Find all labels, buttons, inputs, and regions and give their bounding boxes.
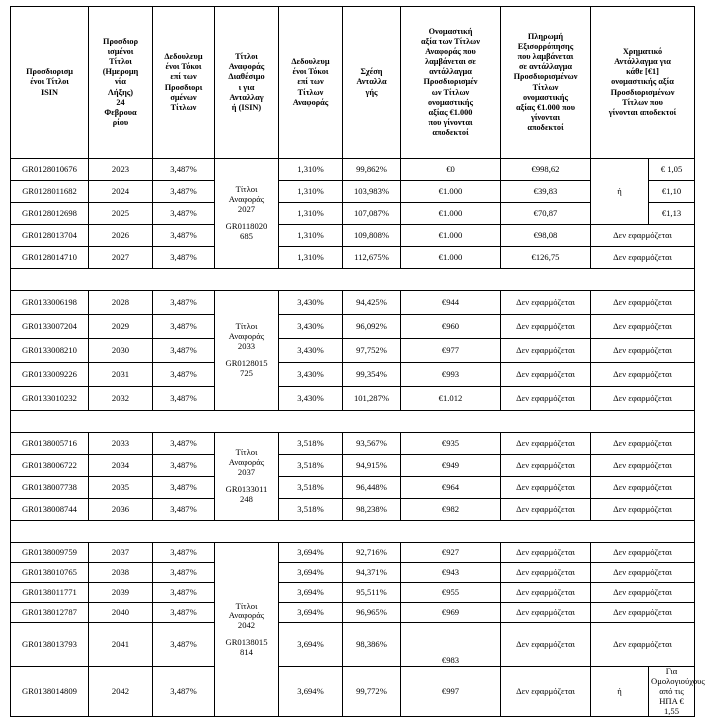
header-text-line: Προσδιορισμ — [26, 67, 73, 77]
table-row — [11, 433, 695, 455]
group-separator-cell — [11, 411, 695, 433]
header-text-line: Δεδουλευμ — [164, 52, 203, 62]
reference-security-line: 814 — [240, 647, 253, 657]
balancing-payment-cell: Δεν εφαρμόζεται — [501, 291, 591, 315]
balancing-payment-cell: Δεν εφαρμόζεται — [501, 543, 591, 563]
header-text-line: ονομαστικής αξία — [611, 77, 674, 87]
reference-security-line: GR0128015 — [225, 357, 268, 368]
reference-security-line: Τίτλοι — [235, 447, 258, 458]
accrued-interest-cell: 3,487% — [153, 455, 215, 477]
exchange-ratio-cell: 95,511% — [343, 583, 401, 603]
table-row — [11, 225, 695, 247]
exchange-ratio-cell: 103,983% — [343, 181, 401, 203]
balancing-payment-cell: Δεν εφαρμόζεται — [501, 563, 591, 583]
cash-consideration-cell: Δεν εφαρμόζεται — [591, 247, 695, 269]
exchange-ratio-cell: 112,675% — [343, 247, 401, 269]
isin-cell: GR0128013704 — [11, 225, 89, 247]
accrued-interest-cell: 3,487% — [153, 499, 215, 521]
cash-consideration-cell: € 1,05 — [649, 159, 695, 181]
cash-consideration-cell: Δεν εφαρμόζεται — [591, 225, 695, 247]
isin-cell: GR0138011771 — [11, 583, 89, 603]
header-text-line: αποδεκτοί — [432, 127, 469, 137]
or-label: ή — [591, 667, 649, 717]
maturity-year-cell: 2028 — [89, 291, 153, 315]
maturity-year-cell: 2036 — [89, 499, 153, 521]
table-row — [11, 363, 695, 387]
group-separator-row — [11, 411, 695, 433]
isin-cell: GR0138006722 — [11, 455, 89, 477]
reference-security-cell — [215, 291, 279, 411]
isin-cell: GR0133007204 — [11, 315, 89, 339]
table-row — [11, 563, 695, 583]
header-exchange-ratio — [343, 7, 401, 159]
header-text-line: Φεβρουα — [104, 107, 137, 117]
reference-accrued-interest-cell: 1,310% — [279, 159, 343, 181]
header-text-line: Τίτλων — [532, 82, 559, 92]
nominal-value-cell: €927 — [401, 543, 501, 563]
reference-security-line: 685 — [240, 230, 253, 241]
balancing-payment-cell: Δεν εφαρμόζεται — [501, 363, 591, 387]
table-row — [11, 583, 695, 603]
header-text-line: Ανταλλα — [356, 77, 387, 87]
reference-security-line: 248 — [240, 493, 253, 504]
isin-cell: GR0138010765 — [11, 563, 89, 583]
header-text-line: Σχέση — [360, 67, 383, 77]
balancing-payment-cell: Δεν εφαρμόζεται — [501, 387, 591, 411]
isin-cell: GR0133009226 — [11, 363, 89, 387]
nominal-value-cell: €0 — [401, 159, 501, 181]
reference-security-line: Αναφοράς — [228, 194, 265, 205]
balancing-payment-cell: Δεν εφαρμόζεται — [501, 583, 591, 603]
exchange-ratio-cell: 92,716% — [343, 543, 401, 563]
exchange-ratio-cell: 96,092% — [343, 315, 401, 339]
accrued-interest-cell: 3,487% — [153, 433, 215, 455]
reference-accrued-interest-cell: 3,430% — [279, 387, 343, 411]
nominal-value-cell: €977 — [401, 339, 501, 363]
table-row — [11, 455, 695, 477]
maturity-year-cell: 2025 — [89, 203, 153, 225]
header-text-line: Προσδιορι — [164, 82, 203, 92]
accrued-interest-cell: 3,487% — [153, 623, 215, 667]
header-text-line: που λαμβάνεται — [517, 52, 574, 62]
accrued-interest-cell: 3,487% — [153, 203, 215, 225]
reference-security-line: 2042 — [237, 620, 256, 631]
header-balancing-payment — [501, 7, 591, 159]
header-text-line: Αντάλλαγμα για — [614, 57, 671, 67]
header-text-line: (Ημερομη — [102, 67, 139, 77]
header-isin — [11, 7, 89, 159]
balancing-payment-cell: Δεν εφαρμόζεται — [501, 499, 591, 521]
nominal-value-cell: €955 — [401, 583, 501, 603]
reference-accrued-interest-cell: 1,310% — [279, 225, 343, 247]
balancing-payment-cell: Δεν εφαρμόζεται — [501, 433, 591, 455]
or-label: ή — [591, 159, 649, 225]
exchange-ratio-cell: 96,448% — [343, 477, 401, 499]
cash-consideration-cell: Δεν εφαρμόζεται — [591, 543, 695, 563]
reference-security-line: GR0118020 — [225, 220, 268, 231]
isin-cell: GR0138009759 — [11, 543, 89, 563]
reference-accrued-interest-cell: 3,694% — [279, 543, 343, 563]
header-text-line: αξία των Τίτλων — [421, 37, 480, 46]
table-row — [11, 667, 695, 717]
header-text-line: Τίτλοι — [109, 57, 132, 67]
balancing-payment-cell: Δεν εφαρμόζεται — [501, 455, 591, 477]
header-text-line: επί των — [297, 77, 324, 87]
header-text-line: αξίας €1.000 — [428, 107, 473, 117]
accrued-interest-cell: 3,487% — [153, 363, 215, 387]
maturity-year-cell: 2023 — [89, 159, 153, 181]
cash-consideration-cell: Δεν εφαρμόζεται — [591, 477, 695, 499]
exchange-ratio-cell: 109,808% — [343, 225, 401, 247]
header-text-line: κάθε [€1] — [626, 67, 659, 77]
reference-accrued-interest-cell: 3,694% — [279, 583, 343, 603]
maturity-year-cell: 2037 — [89, 543, 153, 563]
nominal-value-cell: €964 — [401, 477, 501, 499]
table-row — [11, 603, 695, 623]
maturity-year-cell: 2031 — [89, 363, 153, 387]
header-text-line: Τίτλων — [297, 87, 324, 97]
header-text-line: αξίας €1.000 που — [516, 102, 575, 112]
maturity-year-cell: 2027 — [89, 247, 153, 269]
exchange-ratio-cell: 98,386% — [343, 623, 401, 667]
header-text-line: ων Τίτλων — [431, 87, 470, 97]
isin-cell: GR0128011682 — [11, 181, 89, 203]
accrued-interest-cell: 3,487% — [153, 159, 215, 181]
nominal-value-cell: €1.000 — [401, 181, 501, 203]
maturity-year-cell: 2039 — [89, 583, 153, 603]
maturity-year-cell: 2038 — [89, 563, 153, 583]
header-text-line: ονομαστικής — [427, 97, 474, 107]
reference-security-line: Τίτλοι — [235, 600, 258, 611]
isin-cell: GR0128014710 — [11, 247, 89, 269]
reference-security-line: Τίτλοι — [235, 321, 258, 332]
header-text-line: αποδεκτοί — [527, 122, 564, 132]
reference-accrued-interest-cell: 3,430% — [279, 291, 343, 315]
reference-security-line: 2033 — [237, 341, 256, 352]
isin-cell: GR0138005716 — [11, 433, 89, 455]
group-separator-row — [11, 521, 695, 543]
reference-accrued-interest-cell: 3,694% — [279, 623, 343, 667]
exchange-ratio-cell: 99,772% — [343, 667, 401, 717]
table-row — [11, 339, 695, 363]
group-separator-row — [11, 269, 695, 291]
reference-accrued-interest-cell: 1,310% — [279, 203, 343, 225]
header-text-line: ισμένοι — [107, 47, 134, 57]
isin-cell: GR0138014809 — [11, 667, 89, 717]
header-text-line: λαμβάνεται σε — [425, 57, 476, 67]
isin-cell: GR0138013793 — [11, 623, 89, 667]
header-cash-consideration — [591, 7, 695, 159]
reference-accrued-interest-cell: 3,430% — [279, 339, 343, 363]
accrued-interest-cell: 3,487% — [153, 291, 215, 315]
accrued-interest-cell: 3,487% — [153, 543, 215, 563]
cash-consideration-cell: Δεν εφαρμόζεται — [591, 499, 695, 521]
table-row — [11, 477, 695, 499]
exchange-ratio-cell: 99,862% — [343, 159, 401, 181]
exchange-ratio-cell: 99,354% — [343, 363, 401, 387]
cash-consideration-cell: €1,13 — [649, 203, 695, 225]
table-row — [11, 247, 695, 269]
reference-security-cell — [215, 543, 279, 717]
nominal-value-cell: €997 — [401, 667, 501, 717]
balancing-payment-cell: Δεν εφαρμόζεται — [501, 315, 591, 339]
cash-consideration-cell: Δεν εφαρμόζεται — [591, 387, 695, 411]
accrued-interest-cell: 3,487% — [153, 387, 215, 411]
table-row — [11, 623, 695, 667]
reference-accrued-interest-cell: 3,518% — [279, 477, 343, 499]
reference-security-cell — [215, 433, 279, 521]
header-text-line: ή (ISIN) — [231, 102, 262, 112]
reference-security-cell — [215, 159, 279, 269]
accrued-interest-cell: 3,487% — [153, 563, 215, 583]
cash-consideration-cell: Δεν εφαρμόζεται — [591, 563, 695, 583]
isin-cell: GR0138008744 — [11, 499, 89, 521]
maturity-year-cell: 2032 — [89, 387, 153, 411]
cash-consideration-cell: Δεν εφαρμόζεται — [591, 623, 695, 667]
table-row — [11, 159, 695, 181]
isin-cell: GR0133010232 — [11, 387, 89, 411]
balancing-payment-cell: €70,87 — [501, 203, 591, 225]
isin-cell: GR0128012698 — [11, 203, 89, 225]
nominal-value-cell: €944 — [401, 291, 501, 315]
reference-accrued-interest-cell: 3,694% — [279, 667, 343, 717]
header-text-line: γίνονται — [530, 112, 561, 122]
maturity-year-cell: 2026 — [89, 225, 153, 247]
header-text-line: Χρηματικό — [622, 47, 663, 57]
reference-accrued-interest-cell: 3,694% — [279, 563, 343, 583]
accrued-interest-cell: 3,487% — [153, 225, 215, 247]
header-text-line: γής — [365, 87, 378, 97]
header-text-line: Δεδουλευμ — [291, 57, 330, 67]
exchange-ratio-cell: 94,425% — [343, 291, 401, 315]
header-text-line: ονομαστικής — [522, 92, 569, 102]
balancing-payment-cell: Δεν εφαρμόζεται — [501, 603, 591, 623]
exchange-ratio-cell: 96,965% — [343, 603, 401, 623]
reference-accrued-interest-cell: 1,310% — [279, 247, 343, 269]
reference-security-line: Αναφοράς — [228, 331, 265, 342]
accrued-interest-cell: 3,487% — [153, 583, 215, 603]
header-text-line: Λήξης) — [107, 87, 134, 97]
table-row — [11, 499, 695, 521]
header-text-line: σε αντάλλαγμα — [519, 62, 572, 72]
balancing-payment-cell: €39,83 — [501, 181, 591, 203]
reference-security-line: 2037 — [237, 467, 256, 478]
header-text-line: Αναφοράς που — [425, 47, 476, 57]
cash-consideration-cell: Δεν εφαρμόζεται — [591, 363, 695, 387]
balancing-payment-cell: €98,08 — [501, 225, 591, 247]
reference-security-line: 2027 — [237, 204, 256, 215]
accrued-interest-cell: 3,487% — [153, 603, 215, 623]
reference-accrued-interest-cell: 3,430% — [279, 363, 343, 387]
header-text-line: Τίτλων που — [622, 97, 663, 107]
cash-consideration-cell: Δεν εφαρμόζεται — [591, 455, 695, 477]
reference-security-line: GR0138015 — [225, 637, 268, 648]
maturity-year-cell: 2035 — [89, 477, 153, 499]
isin-cell: GR0133006198 — [11, 291, 89, 315]
header-reference-securities — [215, 7, 279, 159]
reference-security-line: 725 — [240, 367, 253, 378]
header-text-line: Ονομαστική — [428, 26, 473, 36]
nominal-value-cell: €1.000 — [401, 203, 501, 225]
exchange-ratio-cell: 98,238% — [343, 499, 401, 521]
header-text-line: Πληρωμή — [527, 31, 564, 41]
maturity-year-cell: 2029 — [89, 315, 153, 339]
maturity-year-cell: 2042 — [89, 667, 153, 717]
table-row — [11, 543, 695, 563]
isin-cell: GR0138007738 — [11, 477, 89, 499]
header-text-line: ένοι Τίτλοι — [30, 77, 69, 87]
maturity-year-cell: 2030 — [89, 339, 153, 363]
balancing-payment-cell: €126,75 — [501, 247, 591, 269]
isin-cell: GR0128010676 — [11, 159, 89, 181]
header-maturity — [89, 7, 153, 159]
nominal-value-cell: €960 — [401, 315, 501, 339]
exchange-ratio-cell: 97,752% — [343, 339, 401, 363]
exchange-ratio-cell: 101,287% — [343, 387, 401, 411]
header-text-line: ένοι Τόκοι — [292, 67, 329, 77]
nominal-value-cell: €1.012 — [401, 387, 501, 411]
reference-accrued-interest-cell: 3,518% — [279, 499, 343, 521]
balancing-payment-cell: Δεν εφαρμόζεται — [501, 339, 591, 363]
reference-security-line: Τίτλοι — [235, 184, 258, 195]
header-text-line: νία — [115, 77, 126, 87]
header-text-line: που γίνονται — [428, 117, 473, 127]
nominal-value-cell: €935 — [401, 433, 501, 455]
reference-security-line: GR0133011 — [225, 483, 268, 494]
exchange-terms-table — [10, 6, 705, 717]
nominal-value-cell: €1.000 — [401, 247, 501, 269]
balancing-payment-cell: Δεν εφαρμόζεται — [501, 477, 591, 499]
group-separator-cell — [11, 269, 695, 291]
cash-consideration-cell: Δεν εφαρμόζεται — [591, 339, 695, 363]
accrued-interest-cell: 3,487% — [153, 339, 215, 363]
reference-accrued-interest-cell: 3,518% — [279, 455, 343, 477]
nominal-value-cell: €983 — [401, 623, 501, 667]
nominal-value-cell: €982 — [401, 499, 501, 521]
cash-consideration-cell: Δεν εφαρμόζεται — [591, 433, 695, 455]
cash-consideration-cell: €1,10 — [649, 181, 695, 203]
reference-security-line: Αναφοράς — [228, 610, 265, 621]
maturity-year-cell: 2033 — [89, 433, 153, 455]
header-text-line: γίνονται αποδεκτοί — [608, 107, 677, 117]
balancing-payment-cell: €998,62 — [501, 159, 591, 181]
maturity-year-cell: 2024 — [89, 181, 153, 203]
header-text-line: Προσδιορισμένων — [513, 72, 578, 82]
accrued-interest-cell: 3,487% — [153, 667, 215, 717]
header-text-line: αντάλλαγμα — [429, 67, 472, 77]
accrued-interest-cell: 3,487% — [153, 247, 215, 269]
nominal-value-cell: €993 — [401, 363, 501, 387]
header-text-line: Προσδιορ — [102, 37, 139, 46]
header-text-line: Αναφοράς — [292, 97, 329, 107]
accrued-interest-cell: 3,487% — [153, 315, 215, 339]
cash-consideration-cell: Δεν εφαρμόζεται — [591, 291, 695, 315]
cash-consideration-cell: Δεν εφαρμόζεται — [591, 603, 695, 623]
header-text-line: Προσδιορισμέν — [423, 77, 478, 87]
cash-consideration-cell: Δεν εφαρμόζεται — [591, 583, 695, 603]
nominal-value-cell: €943 — [401, 563, 501, 583]
header-text-line: Ανταλλαγ — [229, 92, 264, 102]
header-text-line: σμένων — [170, 92, 197, 102]
nominal-value-cell: €1.000 — [401, 225, 501, 247]
maturity-year-cell: 2034 — [89, 455, 153, 477]
maturity-year-cell: 2041 — [89, 623, 153, 667]
table-row — [11, 291, 695, 315]
header-accrued-interest — [153, 7, 215, 159]
header-text-line: Προσδιορισμένων — [610, 87, 675, 97]
reference-accrued-interest-cell: 3,694% — [279, 603, 343, 623]
header-text-line: ISIN — [40, 87, 59, 97]
cash-consideration-cell: Δεν εφαρμόζεται — [591, 315, 695, 339]
exchange-ratio-cell: 94,915% — [343, 455, 401, 477]
cash-note-cell: Για Ομολογιούχους από τις ΗΠΑ € 1,55 — [649, 667, 695, 717]
nominal-value-cell: €969 — [401, 603, 501, 623]
group-separator-cell — [11, 521, 695, 543]
exchange-ratio-cell: 94,371% — [343, 563, 401, 583]
header-text-line: επί των — [170, 72, 197, 82]
reference-accrued-interest-cell: 3,518% — [279, 433, 343, 455]
reference-security-line: Αναφοράς — [228, 457, 265, 468]
balancing-payment-cell: Δεν εφαρμόζεται — [501, 623, 591, 667]
reference-accrued-interest-cell: 3,430% — [279, 315, 343, 339]
balancing-payment-cell: Δεν εφαρμόζεται — [501, 667, 591, 717]
header-text-line: Τίτλοι — [235, 52, 258, 62]
header-reference-accrued-interest — [279, 7, 343, 159]
header-text-line: ένοι Τόκοι — [165, 62, 202, 72]
header-text-line: Αναφοράς — [228, 62, 265, 72]
isin-cell: GR0133008210 — [11, 339, 89, 363]
reference-accrued-interest-cell: 1,310% — [279, 181, 343, 203]
maturity-year-cell: 2040 — [89, 603, 153, 623]
header-text-line: 24 — [116, 97, 125, 107]
header-text-line: Τίτλων — [170, 102, 197, 112]
header-text-line: Εξισορρόπησης — [517, 42, 574, 52]
header-text-line: ρίου — [112, 117, 129, 127]
header-row — [11, 7, 695, 159]
exchange-ratio-cell: 107,087% — [343, 203, 401, 225]
accrued-interest-cell: 3,487% — [153, 477, 215, 499]
nominal-value-cell: €949 — [401, 455, 501, 477]
exchange-ratio-cell: 93,567% — [343, 433, 401, 455]
header-text-line: Διαθέσιμο — [228, 72, 265, 82]
table-row — [11, 387, 695, 411]
header-text-line: ι για — [238, 82, 255, 92]
header-nominal-value — [401, 7, 501, 159]
table-row — [11, 315, 695, 339]
accrued-interest-cell: 3,487% — [153, 181, 215, 203]
isin-cell: GR0138012787 — [11, 603, 89, 623]
